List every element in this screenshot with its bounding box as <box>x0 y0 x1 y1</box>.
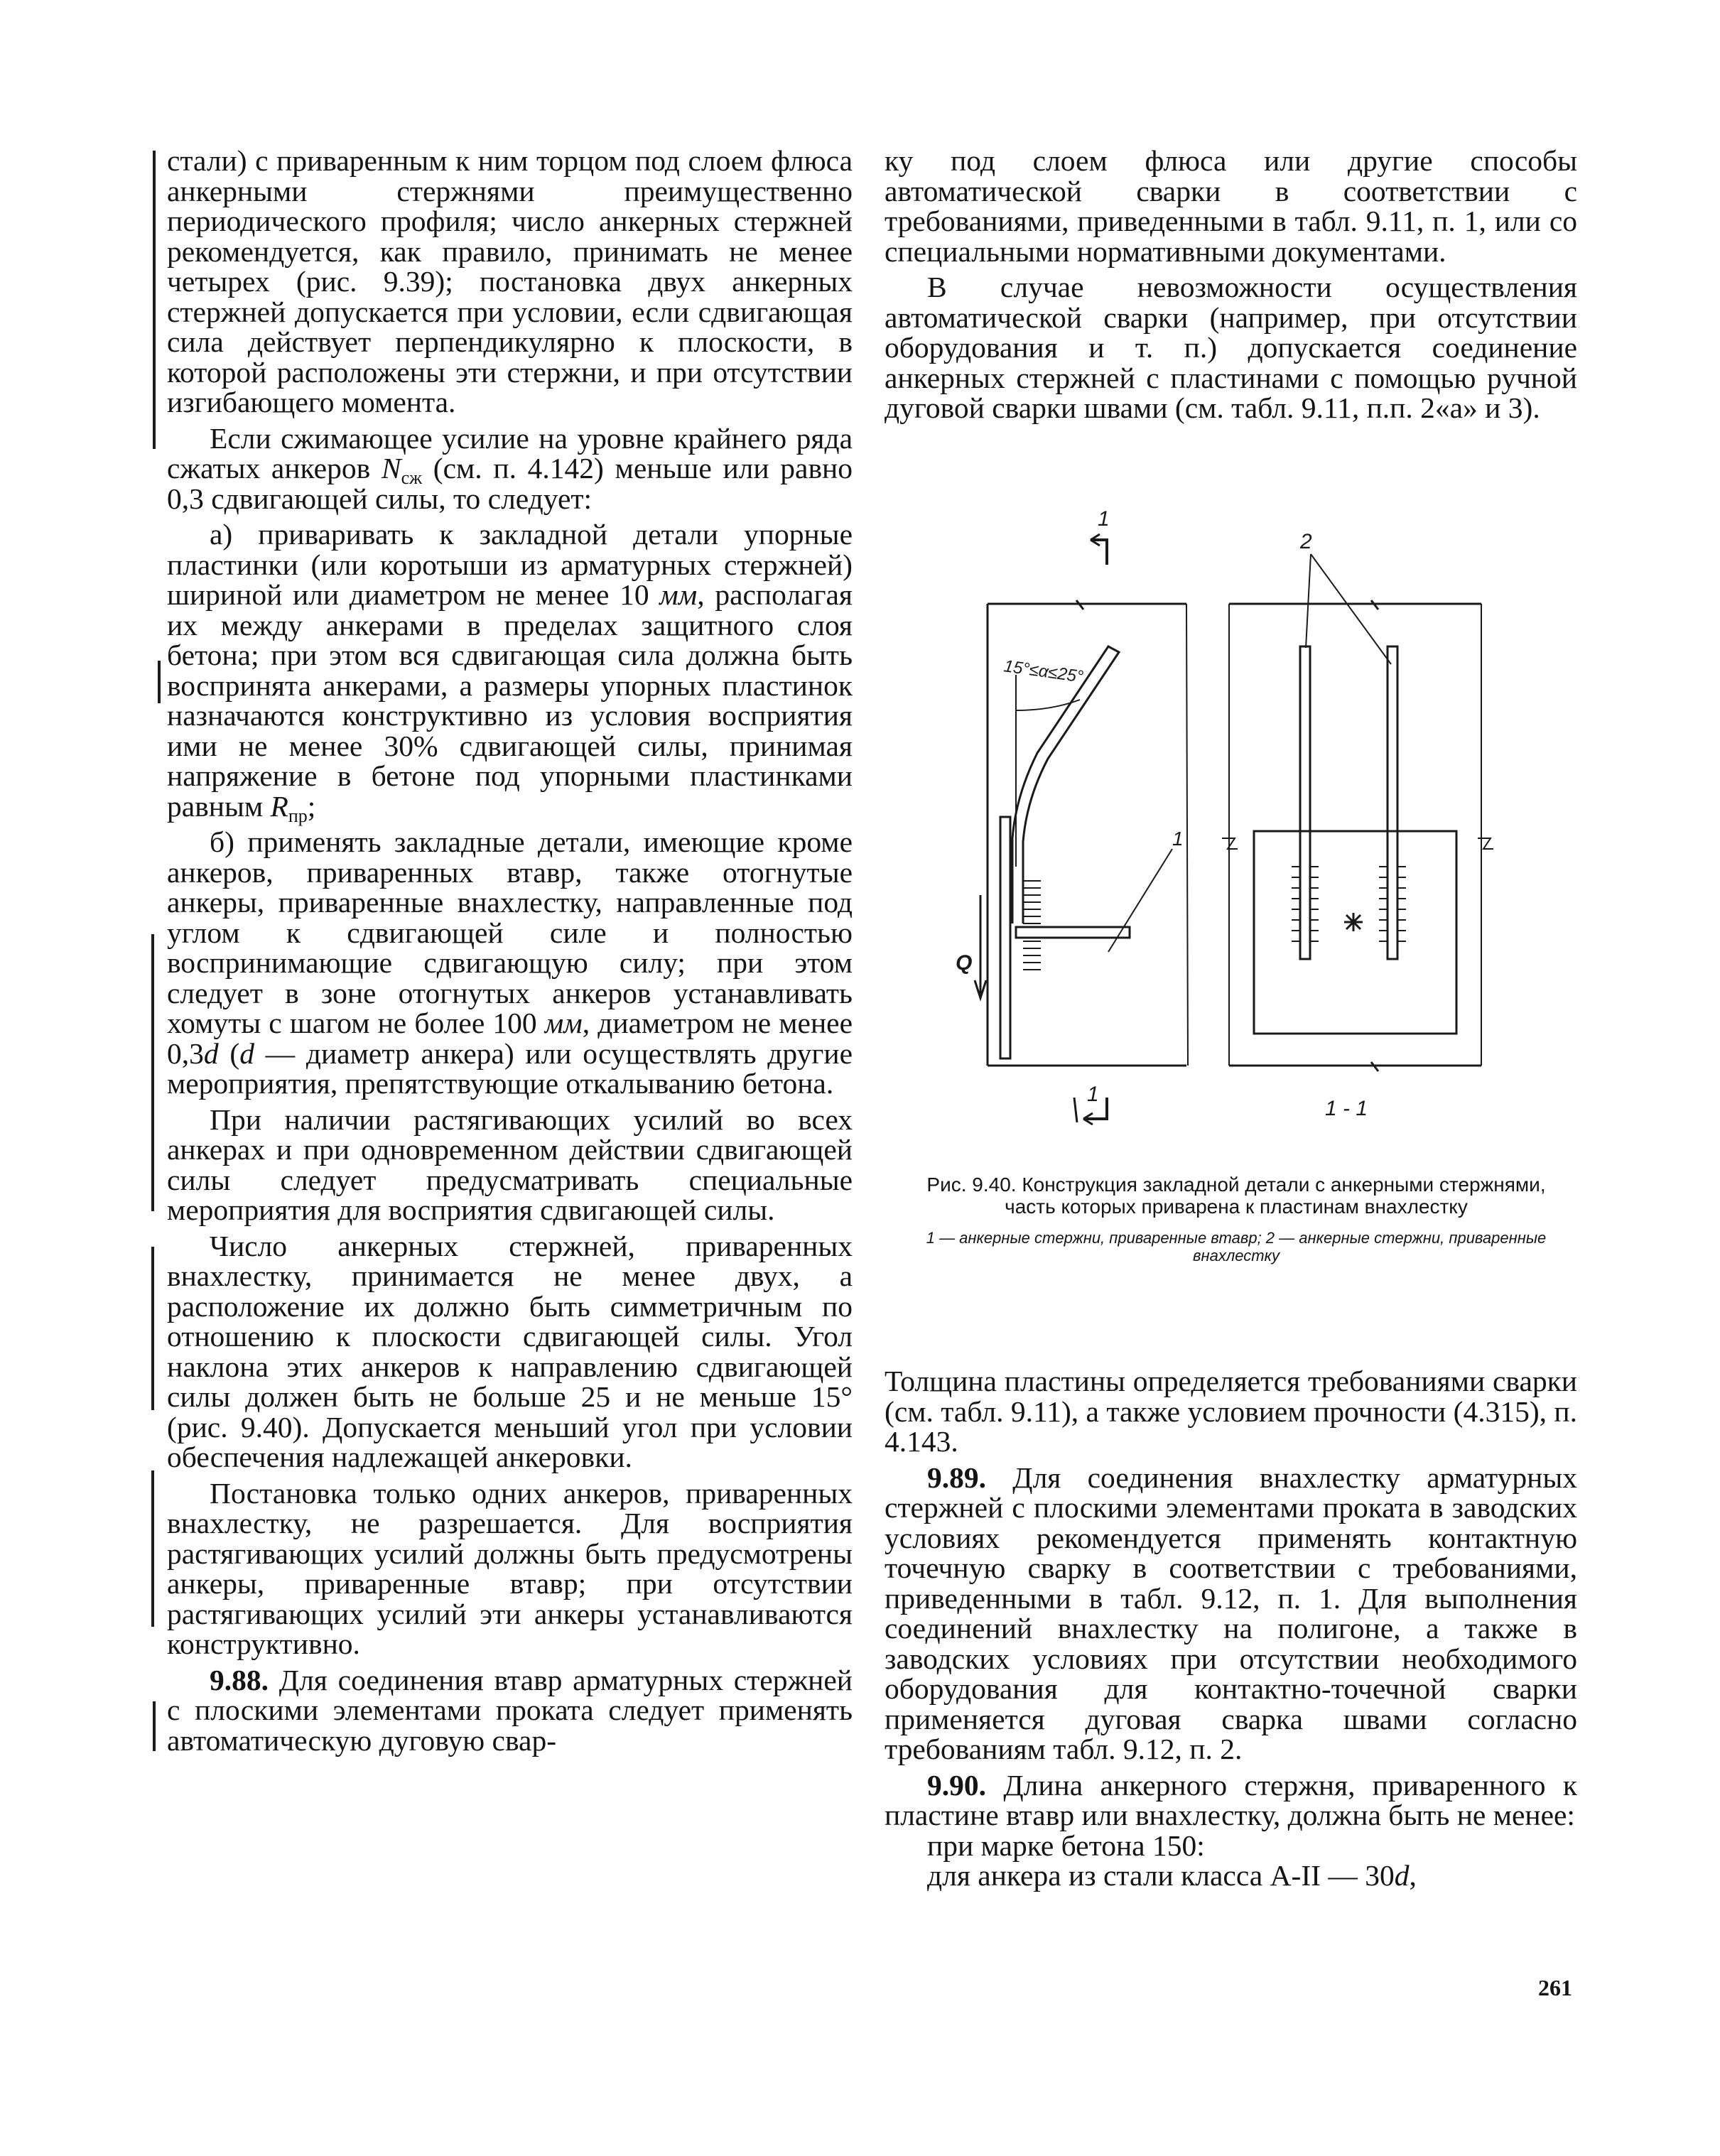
section-mark-top: 1 <box>1098 507 1110 531</box>
left-column <box>167 146 853 1755</box>
label-2: 2 <box>1300 530 1312 553</box>
paragraph: 9.90. Длина анкерного стержня, приваренного к пластине втавр или внахлестку, должна быть не менее: <box>885 1768 1577 1831</box>
figure-9-40 <box>916 497 1556 1151</box>
margin-bar <box>158 661 161 703</box>
paragraph: для анкера из стали класса А-II — 30d, <box>927 1859 1417 1892</box>
paragraph: Толщина пластины определяется требованиями сварки (см. табл. 9.11), а также условием прочности (4.315), п. 4.143. <box>885 1365 1577 1458</box>
paragraph: стали) с приваренным к ним торцом под слоем флюса анкерными стержнями преимущественно периодического профиля; число анкерных стержней рекомендуется, как правило, принимать не менее четырех (рис. 9.39); постановка двух анкерных стержней допускается при условии, если сдвигающая сила действует перпендикулярно к плоскости, в которой расположены эти стержни, и при отсутствии изгибающего момента. <box>167 144 853 418</box>
figure-caption <box>916 1174 1556 1264</box>
paragraph: б) применять закладные детали, имеющие кроме анкеров, приваренных втавр, также отогнутые анкеры, приваренные внахлестку, направленные под углом к сдвигающей силе и полностью воспринимающие сдвигающую силу; при этом следует в зоне отогнутых анкеров устанавливать хомуты с шагом не более 100 мм, диаметром не менее 0,3d (d — диаметр анкера) или осуществлять другие мероприятия, препятствующие откалыванию бетона. <box>167 825 853 1100</box>
label-1: 1 <box>1172 828 1184 850</box>
caption-title: Рис. 9.40. Конструкция закладной детали с анкерными стержнями, часть которых приварена к пластинам внахлестку <box>926 1174 1546 1218</box>
paragraph: Если сжимающее усилие на уровне крайнего ряда сжатых анкеров $N_{сж}$ (см. п. 4.142) меньше или равно 0,3 сдвигающей силы, то следует: <box>167 421 853 515</box>
paragraph: 9.89. Для соединения внахлестку арматурных стержней с плоскими элементами проката в заводских условиях рекомендуется применять контактную точечную сварку в соответствии с требованиями, приведенными в табл. 9.12, п. 1. Для выполнения соединений внахлестку на полигоне, а также в заводских условиях при отсутствии необходимого оборудования для контактно-точечной сварки применяется дуговая сварка швами согласно требованиям табл. 9.12, п. 2. <box>885 1461 1577 1765</box>
margin-bar <box>151 1470 154 1627</box>
paragraph: 9.88. Для соединения втавр арматурных стержней с плоскими элементами проката следует применять автоматическую дуговую свар- <box>167 1663 853 1757</box>
paragraph: а) приваривать к закладной детали упорные пластинки (или коротыши из арматурных стержней) шириной или диаметром не менее 10 мм, располагая их между анкерами в пределах защитного слоя бетона; при этом вся сдвигающая сила должна быть воспринята анкерами, а размеры упорных пластинок назначаются конструктивно из условия восприятия ими не менее 30% сдвигающей силы, принимая напряжение в бетоне под упорными пластинками равным $R_{пр}$; <box>167 518 853 826</box>
force-label: Q <box>956 951 973 975</box>
paragraph: Постановка только одних анкеров, приваренных внахлестку, не разрешается. Для восприятия растягивающих усилий должны быть предусмотрены анкеры, приваренные втавр; при отсутствии растягивающих усилий эти анкеры устанавливаются конструктивно. <box>167 1476 853 1660</box>
section-mark-bottom: 1 <box>1087 1083 1099 1106</box>
paragraph: при марке бетона 150: <box>927 1829 1205 1862</box>
paragraph: В случае невозможности осуществления автоматической сварки (например, при отсутствии оборудования и т. п.) допускается соединение анкерных стержней с пластинами с помощью ручной дуговой сварки швами (см. табл. 9.11, п.п. 2«а» и 3). <box>885 271 1577 424</box>
page-number: 261 <box>1538 1975 1572 2000</box>
caption-legend: 1 — анкерные стержни, приваренные втавр; 2 — анкерные стержни, приваренные внахлестку <box>926 1229 1547 1264</box>
right-column-lower <box>885 1366 1577 1891</box>
angle-label: 15°≤α≤25° <box>1002 656 1085 687</box>
paragraph: Число анкерных стержней, приваренных внахлестку, принимается не менее двух, а расположение их должно быть симметричным по отношению к плоскости сдвигающей силы. Угол наклона этих анкеров к направлению сдвигающей силы должен быть не больше 25 и не меньше 15° (рис. 9.40). Допускается меньший угол при условии обеспечения надлежащей анкеровки. <box>167 1229 853 1473</box>
margin-bar <box>153 151 156 449</box>
section-title: 1 - 1 <box>1325 1097 1368 1120</box>
figure-drawing <box>916 497 1556 1151</box>
margin-bar <box>153 1701 156 1751</box>
center-mark <box>1344 913 1363 931</box>
margin-bar <box>151 1247 154 1410</box>
right-column <box>885 146 1577 423</box>
paragraph: При наличии растягивающих усилий во всех анкерах и при одновременном действии сдвигающей силы следует предусматривать специальные мероприятия для восприятия сдвигающей силы. <box>167 1103 853 1226</box>
paragraph: ку под слоем флюса или другие способы автоматической сварки в соответствии с требованиями, приведенными в табл. 9.11, п. 1, или со специальными нормативными документами. <box>885 144 1577 268</box>
margin-bar <box>151 934 154 1211</box>
